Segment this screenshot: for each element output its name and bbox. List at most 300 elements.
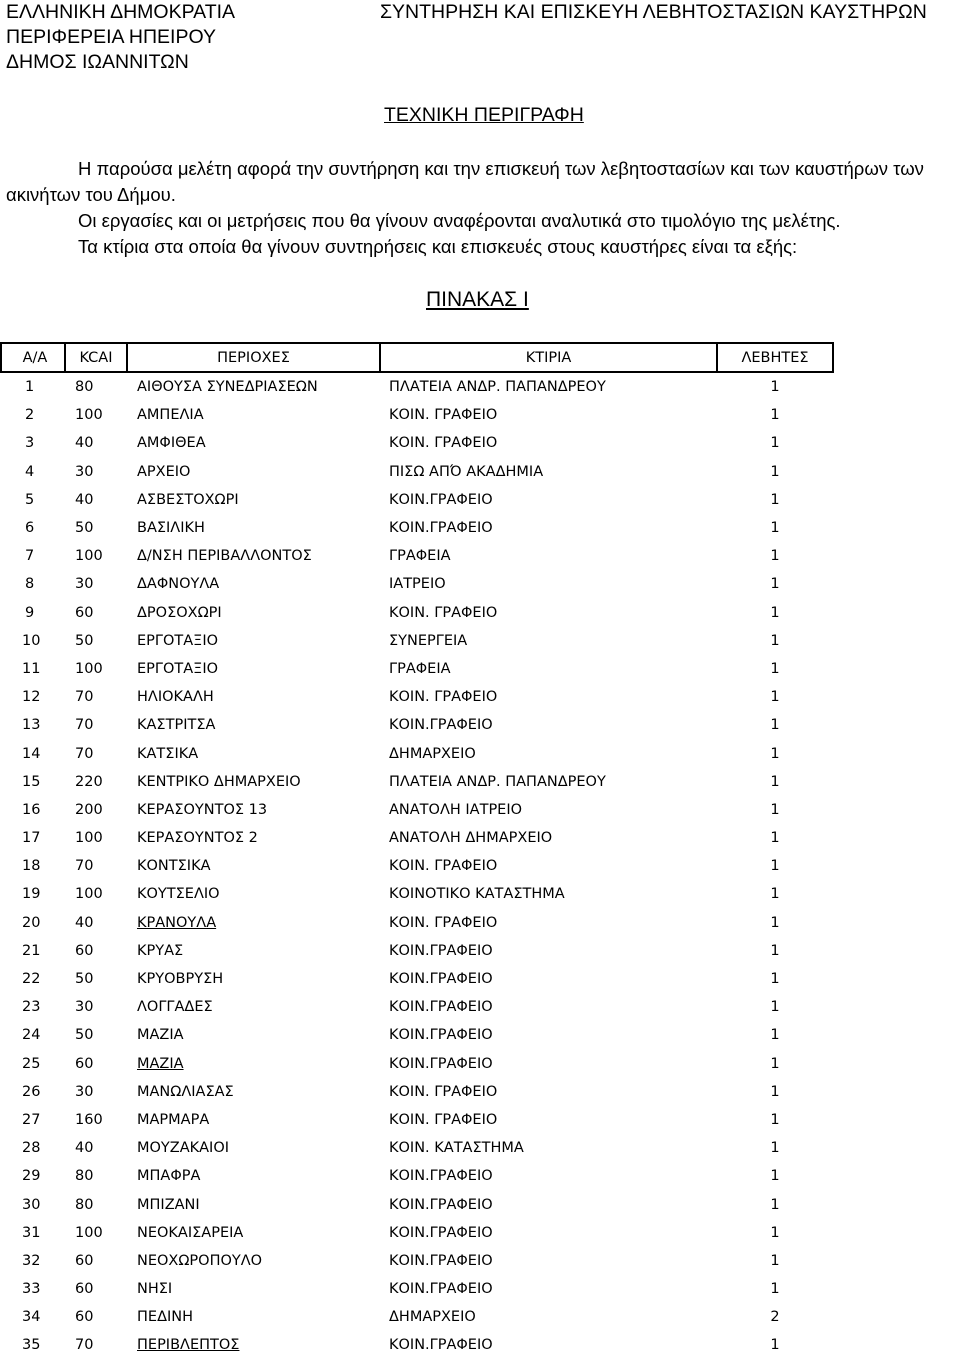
cell-area-text: ΜΟΥΖΑΚΑΙΟΙ — [137, 1140, 230, 1157]
cell-boilers-text: 1 — [770, 801, 780, 818]
cell-building-text: ΚΟΙΝ. ΓΡΑΦΕΙΟ — [389, 1083, 498, 1100]
cell-area — [127, 1303, 380, 1331]
cell-kcal — [65, 486, 127, 514]
cell-boilers — [717, 1275, 833, 1303]
cell-aa-text: 24 — [22, 1027, 41, 1044]
table-row — [1, 1247, 833, 1275]
cell-aa — [1, 1275, 65, 1303]
cell-building-text: ΠΛΑΤΕΙΑ ΑΝΔΡ. ΠΑΠΑΝΔΡΕΟΥ — [389, 379, 606, 396]
cell-kcal-text: 80 — [75, 1168, 94, 1185]
cell-area-text: ΚΑΣΤΡΙΤΣΑ — [137, 717, 216, 734]
table-row — [1, 824, 833, 852]
cell-building — [380, 852, 717, 880]
column-header-boilers: ΛΕΒΗΤΕΣ — [717, 343, 833, 372]
cell-kcal-text: 30 — [75, 1083, 94, 1100]
cell-aa — [1, 1247, 65, 1275]
table-row — [1, 993, 833, 1021]
cell-kcal — [65, 768, 127, 796]
table-row — [1, 965, 833, 993]
cell-aa — [1, 796, 65, 824]
cell-aa — [1, 768, 65, 796]
cell-kcal-text: 100 — [75, 660, 103, 677]
cell-aa — [1, 937, 65, 965]
cell-kcal — [65, 1331, 127, 1359]
cell-boilers-text: 1 — [770, 407, 780, 424]
cell-kcal-text: 30 — [75, 463, 94, 480]
cell-aa — [1, 993, 65, 1021]
cell-kcal — [65, 655, 127, 683]
cell-boilers — [717, 1078, 833, 1106]
cell-building — [380, 683, 717, 711]
cell-boilers — [717, 401, 833, 429]
table-row — [1, 1050, 833, 1078]
cell-boilers — [717, 1219, 833, 1247]
table-row — [1, 458, 833, 486]
cell-building-text: ΚΟΙΝ.ΓΡΑΦΕΙΟ — [389, 971, 493, 988]
cell-boilers — [717, 796, 833, 824]
cell-building — [380, 1078, 717, 1106]
cell-boilers — [717, 486, 833, 514]
cell-area-text: ΑΙΘΟΥΣΑ ΣΥΝΕΔΡΙΑΣΕΩΝ — [137, 379, 318, 396]
cell-kcal — [65, 1106, 127, 1134]
cell-area — [127, 909, 380, 937]
cell-building-text: ΚΟΙΝ.ΓΡΑΦΕΙΟ — [389, 1337, 493, 1354]
cell-boilers — [717, 965, 833, 993]
cell-kcal — [65, 1021, 127, 1049]
cell-kcal — [65, 372, 127, 401]
cell-area — [127, 739, 380, 767]
table-row — [1, 401, 833, 429]
table-row — [1, 599, 833, 627]
cell-boilers-text: 1 — [770, 745, 780, 762]
table-title: ΠΙΝΑΚΑΣ Ι — [426, 288, 529, 311]
cell-area-text: ΚΕΝΤΡΙΚΟ ΔΗΜΑΡΧΕΙΟ — [137, 773, 301, 790]
cell-area-text: ΜΑΖΙΑ — [137, 1027, 184, 1044]
cell-building-text: ΚΟΙΝ.ΓΡΑΦΕΙΟ — [389, 1252, 493, 1269]
cell-building — [380, 880, 717, 908]
cell-aa — [1, 1050, 65, 1078]
cell-aa-text: 28 — [22, 1140, 41, 1157]
cell-building-text: ΚΟΙΝ. ΚΑΤΑΣΤΗΜΑ — [389, 1140, 524, 1157]
cell-aa-text: 11 — [22, 660, 41, 677]
cell-building-text: ΚΟΙΝ. ΓΡΑΦΕΙΟ — [389, 858, 498, 875]
cell-boilers — [717, 937, 833, 965]
table-row — [1, 429, 833, 457]
cell-boilers-text: 1 — [770, 1337, 780, 1354]
cell-kcal-text: 160 — [75, 1111, 103, 1128]
cell-kcal-text: 60 — [75, 942, 94, 959]
cell-building-text: ΣΥΝΕΡΓΕΙΑ — [389, 632, 468, 649]
cell-boilers — [717, 909, 833, 937]
cell-boilers — [717, 1190, 833, 1218]
column-header-buildings: ΚΤΙΡΙΑ — [380, 343, 717, 372]
document-title: ΤΕΧΝΙΚΗ ΠΕΡΙΓΡΑΦΗ — [384, 104, 584, 126]
cell-boilers-text: 1 — [770, 1168, 780, 1185]
cell-building-text: ΠΙΣΩ ΑΠΌ ΑΚΑΔΗΜΙΑ — [389, 463, 544, 480]
cell-building-text: ΚΟΙΝ. ΓΡΑΦΕΙΟ — [389, 604, 498, 621]
cell-building-text: ΓΡΑΦΕΙΑ — [389, 660, 451, 677]
cell-building-text: ΑΝΑΤΟΛΗ ΔΗΜΑΡΧΕΙΟ — [389, 830, 553, 847]
cell-aa — [1, 1078, 65, 1106]
cell-aa-text: 9 — [25, 604, 35, 621]
cell-area-text: ΗΛΙΟΚΑΛΗ — [137, 689, 214, 706]
cell-boilers — [717, 542, 833, 570]
cell-area — [127, 880, 380, 908]
cell-area — [127, 372, 380, 401]
cell-kcal — [65, 599, 127, 627]
cell-aa-text: 32 — [22, 1252, 41, 1269]
cell-building — [380, 458, 717, 486]
cell-aa — [1, 880, 65, 908]
table-row — [1, 1134, 833, 1162]
cell-area — [127, 852, 380, 880]
cell-building-text: ΚΟΙΝ.ΓΡΑΦΕΙΟ — [389, 520, 493, 537]
cell-building — [380, 1219, 717, 1247]
cell-kcal — [65, 1275, 127, 1303]
cell-area — [127, 599, 380, 627]
cell-area-text: ΑΜΠΕΛΙΑ — [137, 407, 204, 424]
cell-area — [127, 401, 380, 429]
cell-aa-text: 12 — [22, 689, 41, 706]
cell-boilers — [717, 711, 833, 739]
cell-building-text: ΔΗΜΑΡΧΕΙΟ — [389, 745, 476, 762]
cell-area-text: ΜΠΙΖΑΝΙ — [137, 1196, 200, 1213]
cell-aa-text: 3 — [25, 435, 35, 452]
cell-boilers — [717, 993, 833, 1021]
cell-area-text: ΜΠΑΦΡΑ — [137, 1168, 201, 1185]
table-row — [1, 852, 833, 880]
cell-building-text: ΚΟΙΝ.ΓΡΑΦΕΙΟ — [389, 1196, 493, 1213]
cell-boilers-text: 1 — [770, 463, 780, 480]
cell-area — [127, 1106, 380, 1134]
cell-building-text: ΚΟΙΝ. ΓΡΑΦΕΙΟ — [389, 1111, 498, 1128]
cell-kcal-text: 100 — [75, 830, 103, 847]
cell-aa — [1, 372, 65, 401]
cell-area — [127, 1134, 380, 1162]
cell-kcal — [65, 1078, 127, 1106]
cell-building — [380, 486, 717, 514]
cell-aa-text: 17 — [22, 830, 41, 847]
cell-aa-text: 23 — [22, 999, 41, 1016]
cell-area-text: ΕΡΓΟΤΑΞΙΟ — [137, 632, 219, 649]
cell-kcal-text: 80 — [75, 379, 94, 396]
cell-area-text: ΠΕΡΙΒΛΕΠΤΟΣ — [137, 1337, 240, 1354]
table-header-row — [1, 343, 833, 372]
cell-area — [127, 796, 380, 824]
cell-boilers-text: 1 — [770, 1224, 780, 1241]
cell-kcal — [65, 1134, 127, 1162]
cell-building — [380, 570, 717, 598]
cell-aa-text: 31 — [22, 1224, 41, 1241]
cell-area — [127, 570, 380, 598]
cell-area — [127, 486, 380, 514]
cell-aa — [1, 739, 65, 767]
cell-area — [127, 627, 380, 655]
cell-boilers — [717, 1247, 833, 1275]
cell-aa — [1, 965, 65, 993]
cell-boilers — [717, 824, 833, 852]
cell-aa — [1, 486, 65, 514]
cell-kcal-text: 40 — [75, 1140, 94, 1157]
project-title: ΣΥΝΤΗΡΗΣΗ ΚΑΙ ΕΠΙΣΚΕΥΗ ΛΕΒΗΤΟΣΤΑΣΙΩΝ ΚΑΥΣΤΗΡΩΝ — [380, 1, 927, 23]
cell-area — [127, 683, 380, 711]
cell-area — [127, 711, 380, 739]
cell-building — [380, 401, 717, 429]
cell-aa-text: 8 — [25, 576, 35, 593]
cell-building — [380, 739, 717, 767]
cell-area-text: ΚΡΥΑΣ — [137, 942, 184, 959]
cell-building — [380, 372, 717, 401]
cell-aa — [1, 401, 65, 429]
cell-aa-text: 4 — [25, 463, 35, 480]
cell-boilers — [717, 458, 833, 486]
cell-building — [380, 965, 717, 993]
table-row — [1, 514, 833, 542]
cell-area — [127, 514, 380, 542]
cell-aa — [1, 909, 65, 937]
cell-area — [127, 1162, 380, 1190]
cell-aa-text: 30 — [22, 1196, 41, 1213]
cell-aa — [1, 627, 65, 655]
cell-kcal — [65, 514, 127, 542]
cell-building — [380, 909, 717, 937]
cell-area — [127, 429, 380, 457]
cell-building — [380, 768, 717, 796]
cell-kcal — [65, 1303, 127, 1331]
cell-aa — [1, 1106, 65, 1134]
cell-aa — [1, 1134, 65, 1162]
cell-kcal-text: 220 — [75, 773, 103, 790]
table-row — [1, 1190, 833, 1218]
cell-area — [127, 1021, 380, 1049]
cell-building — [380, 1162, 717, 1190]
cell-aa — [1, 458, 65, 486]
cell-kcal-text: 70 — [75, 1337, 94, 1354]
description-paragraph: Η παρούσα μελέτη αφορά την συντήρηση και την επισκευή των λεβητοστασίων και των καυστήρων των ακινήτων του Δήμου. — [6, 158, 924, 205]
cell-kcal — [65, 965, 127, 993]
cell-boilers-text: 1 — [770, 886, 780, 903]
table-row — [1, 570, 833, 598]
table-row — [1, 1021, 833, 1049]
cell-area — [127, 1219, 380, 1247]
cell-boilers-text: 1 — [770, 1252, 780, 1269]
cell-kcal-text: 200 — [75, 801, 103, 818]
cell-aa — [1, 514, 65, 542]
cell-aa-text: 18 — [22, 858, 41, 875]
cell-aa — [1, 1219, 65, 1247]
table-row — [1, 1219, 833, 1247]
issuer-line-country: ΕΛΛΗΝΙΚΗ ΔΗΜΟΚΡΑΤΙΑ — [6, 1, 236, 23]
cell-aa — [1, 570, 65, 598]
cell-boilers-text: 1 — [770, 773, 780, 790]
cell-aa — [1, 683, 65, 711]
cell-boilers — [717, 1303, 833, 1331]
cell-area-text: ΚΟΝΤΣΙΚΑ — [137, 858, 211, 875]
cell-boilers-text: 1 — [770, 717, 780, 734]
cell-boilers-text: 1 — [770, 435, 780, 452]
cell-building — [380, 1050, 717, 1078]
table-row — [1, 542, 833, 570]
cell-aa-text: 13 — [22, 717, 41, 734]
cell-area-text: ΜΑΡΜΑΡΑ — [137, 1111, 210, 1128]
cell-aa — [1, 599, 65, 627]
cell-area-text: ΛΟΓΓΑΔΕΣ — [137, 999, 213, 1016]
cell-aa — [1, 824, 65, 852]
cell-boilers — [717, 655, 833, 683]
cell-kcal — [65, 909, 127, 937]
cell-building — [380, 655, 717, 683]
cell-boilers-text: 2 — [770, 1309, 780, 1326]
cell-building — [380, 1134, 717, 1162]
cell-building — [380, 1275, 717, 1303]
cell-building-text: ΚΟΙΝ.ΓΡΑΦΕΙΟ — [389, 491, 493, 508]
cell-kcal-text: 60 — [75, 1252, 94, 1269]
cell-area-text: ΚΡΥΟΒΡΥΣΗ — [137, 971, 224, 988]
cell-building-text: ΑΝΑΤΟΛΗ ΙΑΤΡΕΙΟ — [389, 801, 523, 818]
cell-kcal — [65, 1247, 127, 1275]
boiler-table — [0, 342, 834, 1360]
cell-area-text: ΜΑΝΩΛΙΑΣΑΣ — [137, 1083, 234, 1100]
issuer-line-region: ΠΕΡΙΦΕΡΕΙΑ ΗΠΕΙΡΟΥ — [6, 26, 216, 48]
cell-aa — [1, 1021, 65, 1049]
cell-aa-text: 15 — [22, 773, 41, 790]
cell-kcal — [65, 683, 127, 711]
cell-area-text: ΕΡΓΟΤΑΞΙΟ — [137, 660, 219, 677]
cell-kcal-text: 60 — [75, 1309, 94, 1326]
cell-boilers — [717, 372, 833, 401]
cell-boilers-text: 1 — [770, 830, 780, 847]
cell-boilers-text: 1 — [770, 520, 780, 537]
cell-aa-text: 22 — [22, 971, 41, 988]
cell-building-text: ΚΟΙΝ. ΓΡΑΦΕΙΟ — [389, 435, 498, 452]
cell-aa-text: 10 — [22, 632, 41, 649]
cell-area-text: ΜΑΖΙΑ — [137, 1055, 184, 1072]
cell-building-text: ΚΟΙΝ.ΓΡΑΦΕΙΟ — [389, 1055, 493, 1072]
cell-kcal-text: 60 — [75, 1281, 94, 1298]
cell-kcal-text: 60 — [75, 604, 94, 621]
cell-kcal — [65, 627, 127, 655]
cell-boilers-text: 1 — [770, 999, 780, 1016]
cell-boilers-text: 1 — [770, 632, 780, 649]
cell-kcal — [65, 458, 127, 486]
cell-area-text: ΝΗΣΙ — [137, 1281, 173, 1298]
table-row — [1, 1303, 833, 1331]
cell-area-text: ΔΡΟΣΟΧΩΡΙ — [137, 604, 222, 621]
cell-kcal — [65, 711, 127, 739]
cell-area-text: ΝΕΟΚΑΙΣΑΡΕΙΑ — [137, 1224, 244, 1241]
cell-building-text: ΚΟΙΝ. ΓΡΑΦΕΙΟ — [389, 689, 498, 706]
cell-kcal — [65, 429, 127, 457]
cell-area — [127, 542, 380, 570]
cell-boilers-text: 1 — [770, 576, 780, 593]
cell-kcal-text: 70 — [75, 689, 94, 706]
cell-building — [380, 1247, 717, 1275]
cell-building-text: ΚΟΙΝ.ΓΡΑΦΕΙΟ — [389, 1168, 493, 1185]
cell-area-text: ΑΡΧΕΙΟ — [137, 463, 191, 480]
cell-area-text: ΠΕΔΙΝΗ — [137, 1309, 194, 1326]
cell-boilers — [717, 683, 833, 711]
cell-kcal-text: 50 — [75, 520, 94, 537]
cell-building-text: ΚΟΙΝ.ΓΡΑΦΕΙΟ — [389, 1224, 493, 1241]
cell-area-text: ΑΜΦΙΘΕΑ — [137, 435, 206, 452]
cell-boilers — [717, 1106, 833, 1134]
cell-kcal-text: 100 — [75, 1224, 103, 1241]
cell-kcal-text: 40 — [75, 914, 94, 931]
cell-aa — [1, 852, 65, 880]
cell-boilers — [717, 429, 833, 457]
cell-area — [127, 1331, 380, 1359]
cell-kcal — [65, 401, 127, 429]
cell-building-text: ΚΟΙΝ.ΓΡΑΦΕΙΟ — [389, 999, 493, 1016]
issuer-line-municipality: ΔΗΜΟΣ ΙΩΑΝΝΙΤΩΝ — [6, 51, 189, 73]
cell-building-text: ΙΑΤΡΕΙΟ — [389, 576, 446, 593]
cell-kcal-text: 100 — [75, 886, 103, 903]
cell-aa — [1, 1162, 65, 1190]
cell-area-text: ΒΑΣΙΛΙΚΗ — [137, 520, 205, 537]
cell-boilers-text: 1 — [770, 491, 780, 508]
cell-kcal — [65, 880, 127, 908]
cell-boilers — [717, 570, 833, 598]
cell-aa-text: 29 — [22, 1168, 41, 1185]
cell-aa-text: 26 — [22, 1083, 41, 1100]
cell-kcal — [65, 993, 127, 1021]
description-paragraph: Τα κτίρια στα οποία θα γίνουν συντηρήσεις και επισκευές στους καυστήρες είναι τα εξής: — [78, 236, 798, 257]
cell-aa — [1, 711, 65, 739]
cell-kcal — [65, 542, 127, 570]
cell-area — [127, 1247, 380, 1275]
cell-building-text: ΠΛΑΤΕΙΑ ΑΝΔΡ. ΠΑΠΑΝΔΡΕΟΥ — [389, 773, 606, 790]
cell-kcal-text: 50 — [75, 632, 94, 649]
cell-kcal — [65, 852, 127, 880]
cell-building-text: ΔΗΜΑΡΧΕΙΟ — [389, 1309, 476, 1326]
cell-aa-text: 33 — [22, 1281, 41, 1298]
cell-aa — [1, 1190, 65, 1218]
cell-area — [127, 965, 380, 993]
cell-area-text: Δ/ΝΣΗ ΠΕΡΙΒΑΛΛΟΝΤΟΣ — [137, 548, 312, 565]
cell-kcal — [65, 796, 127, 824]
cell-aa — [1, 1331, 65, 1359]
cell-boilers-text: 1 — [770, 379, 780, 396]
cell-boilers — [717, 852, 833, 880]
cell-building-text: ΚΟΙΝΟΤΙΚΟ ΚΑΤΑΣΤΗΜΑ — [389, 886, 565, 903]
cell-area-text: ΑΣΒΕΣΤΟΧΩΡΙ — [137, 491, 239, 508]
cell-kcal-text: 70 — [75, 858, 94, 875]
cell-boilers-text: 1 — [770, 548, 780, 565]
cell-kcal-text: 100 — [75, 548, 103, 565]
cell-boilers — [717, 514, 833, 542]
cell-boilers-text: 1 — [770, 1083, 780, 1100]
table-row — [1, 1331, 833, 1359]
cell-boilers — [717, 739, 833, 767]
cell-area — [127, 1078, 380, 1106]
cell-building — [380, 1106, 717, 1134]
cell-boilers — [717, 1162, 833, 1190]
table-row — [1, 486, 833, 514]
cell-kcal-text: 70 — [75, 745, 94, 762]
cell-building — [380, 599, 717, 627]
cell-boilers-text: 1 — [770, 1140, 780, 1157]
cell-boilers-text: 1 — [770, 689, 780, 706]
cell-boilers — [717, 627, 833, 655]
table-row — [1, 372, 833, 401]
cell-aa-text: 14 — [22, 745, 41, 762]
cell-boilers — [717, 1134, 833, 1162]
cell-kcal-text: 40 — [75, 435, 94, 452]
cell-area — [127, 993, 380, 1021]
cell-kcal — [65, 937, 127, 965]
cell-boilers-text: 1 — [770, 1111, 780, 1128]
cell-boilers — [717, 1021, 833, 1049]
